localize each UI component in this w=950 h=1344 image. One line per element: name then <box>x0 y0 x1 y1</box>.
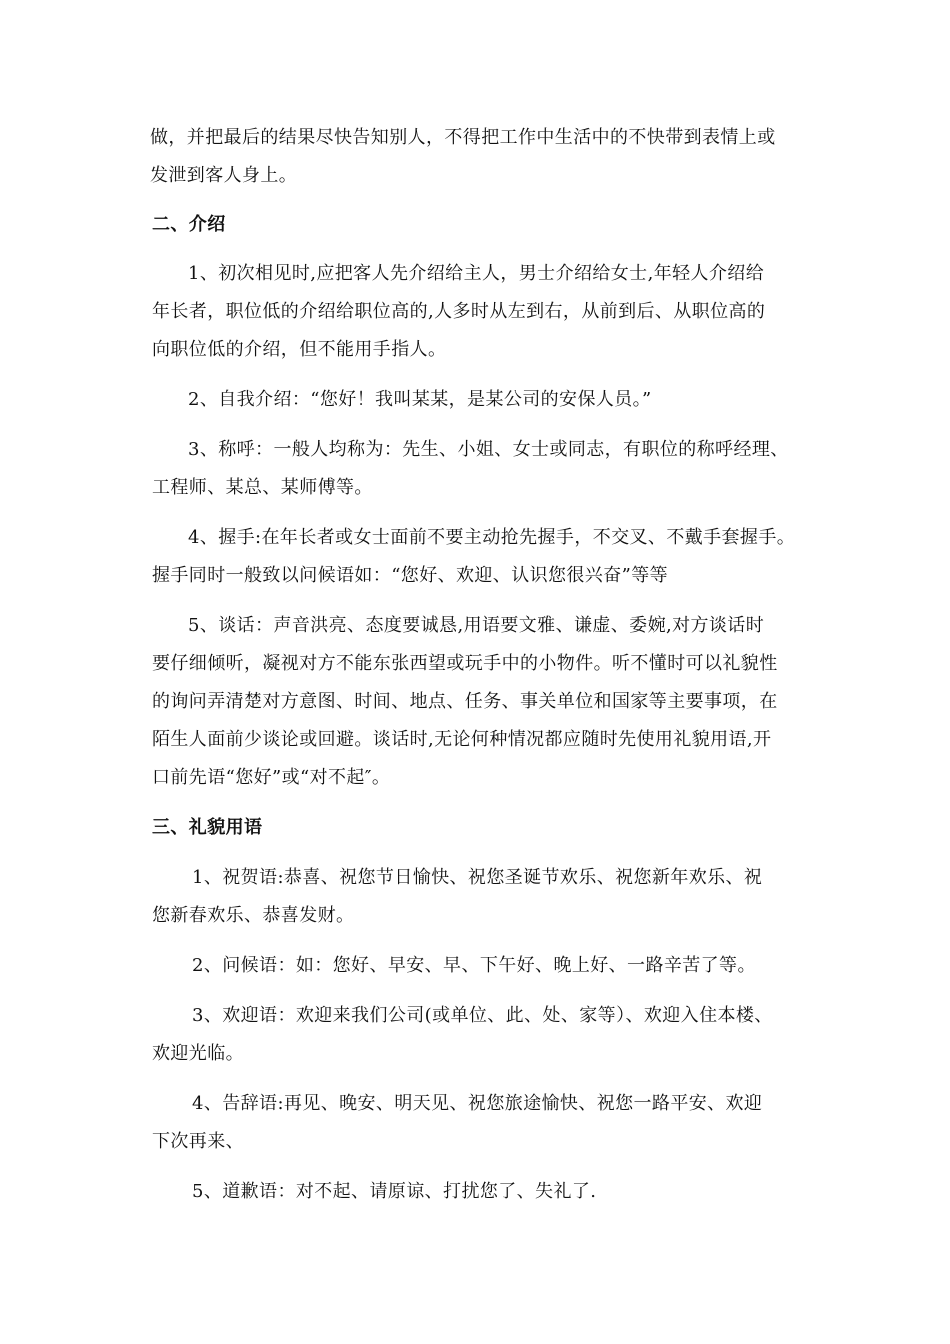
paragraph-line: 做，并把最后的结果尽快告知别人，不得把工作中生活中的不快带到表情上或 <box>150 127 776 148</box>
list-item-line: 的询问弄清楚对方意图、时间、地点、任务、事关单位和国家等主要事项，在 <box>152 691 778 712</box>
list-item-line: 年长者，职位低的介绍给职位高的,人多时从左到右，从前到后、从职位高的 <box>152 301 766 322</box>
list-item-line: 下次再来、 <box>152 1131 244 1152</box>
section-heading: 三、礼貌用语 <box>152 817 263 838</box>
list-item-line: 4、告辞语:再见、晚安、明天见、祝您旅途愉快、祝您一路平安、欢迎 <box>192 1093 763 1114</box>
list-item-line: 握手同时一般致以问候语如：“您好、欢迎、认识您很兴奋”等等 <box>152 565 669 586</box>
list-item-line: 陌生人面前少谈论或回避。谈话时,无论何种情况都应随时先使用礼貌用语,开 <box>152 729 772 750</box>
list-item-line: 1、祝贺语:恭喜、祝您节日愉快、祝您圣诞节欢乐、祝您新年欢乐、祝 <box>192 867 763 888</box>
list-item-line: 工程师、某总、某师傅等。 <box>152 477 373 498</box>
list-item-line: 向职位低的介绍，但不能用手指人。 <box>152 339 447 360</box>
paragraph-line: 发泄到客人身上。 <box>150 165 298 186</box>
list-item-line: 5、谈话：声音洪亮、态度要诚恳,用语要文雅、谦虚、委婉,对方谈话时 <box>188 615 765 636</box>
list-item-line: 要仔细倾听，凝视对方不能东张西望或玩手中的小物件。听不懂时可以礼貌性 <box>152 653 778 674</box>
list-item-line: 2、问候语：如：您好、早安、早、下午好、晚上好、一路辛苦了等。 <box>192 955 756 976</box>
section-heading: 二、介绍 <box>152 214 226 235</box>
list-item-line: 欢迎光临。 <box>152 1043 244 1064</box>
list-item-line: 口前先语“您好”或“对不起″。 <box>152 767 391 788</box>
list-item-line: 3、欢迎语：欢迎来我们公司(或单位、此、处、家等）、欢迎入住本楼、 <box>192 1005 773 1026</box>
list-item-line: 2、自我介绍：“您好！我叫某某，是某公司的安保人员。” <box>188 389 652 410</box>
list-item-line: 3、称呼：一般人均称为：先生、小姐、女士或同志，有职位的称呼经理、 <box>188 439 789 460</box>
list-item-line: 1、初次相见时,应把客人先介绍给主人，男士介绍给女士,年轻人介绍给 <box>188 263 765 284</box>
list-item-line: 您新春欢乐、恭喜发财。 <box>152 905 355 926</box>
list-item-line: 4、握手:在年长者或女士面前不要主动抢先握手，不交叉、不戴手套握手。 <box>188 527 796 548</box>
list-item-line: 5、道歉语：对不起、请原谅、打扰您了、失礼了. <box>192 1181 597 1202</box>
